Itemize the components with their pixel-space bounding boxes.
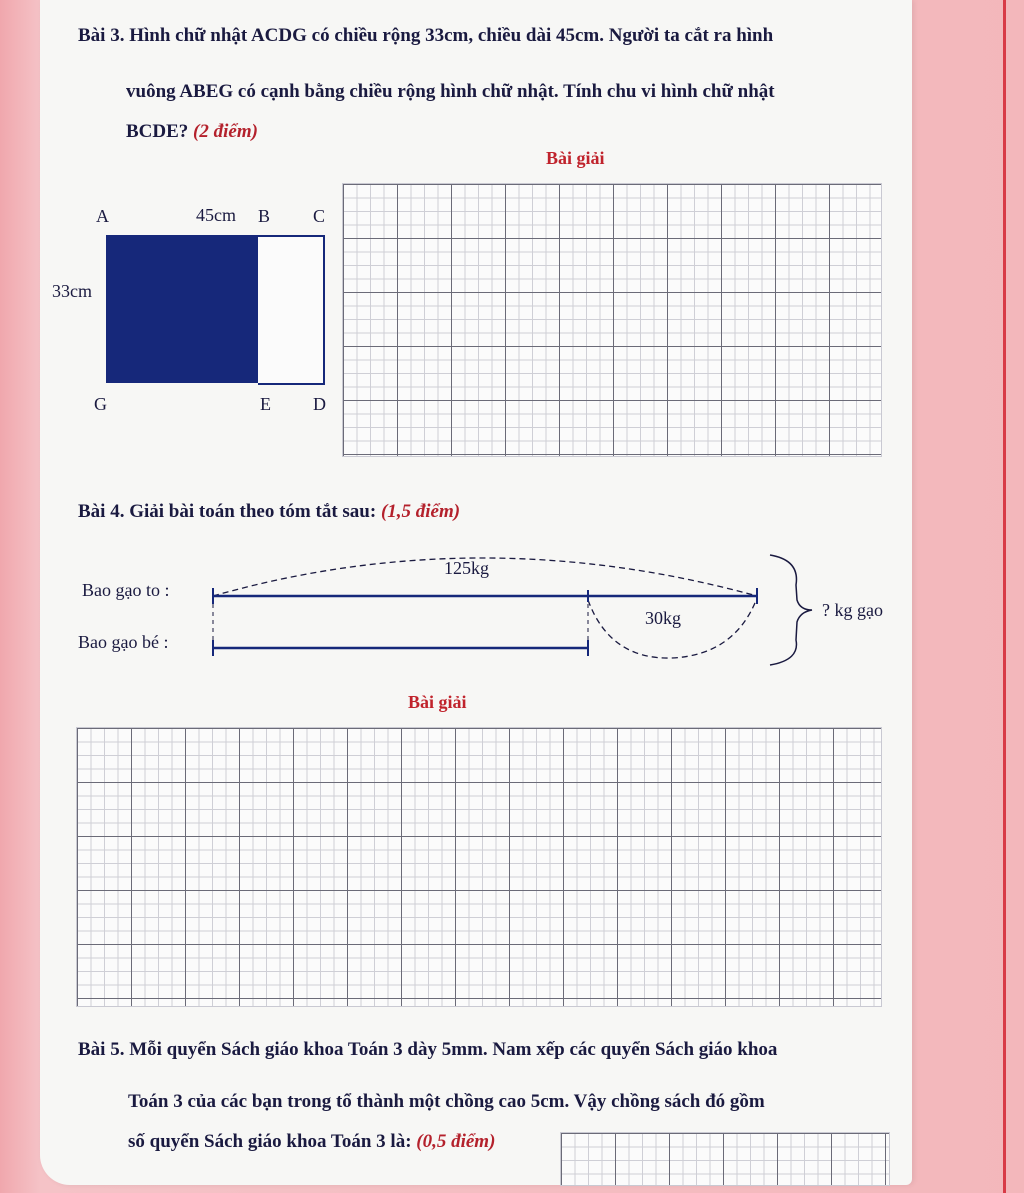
problem-5-line-1: Bài 5. Mỗi quyển Sách giáo khoa Toán 3 dày 5mm. Nam xếp các quyển Sách giáo khoa [78,1039,778,1060]
big-bag-label: Bao gạo to : [82,580,170,600]
problem-4-points: (1,5 điểm) [380,501,461,522]
small-bag-label: Bao gạo bé : [78,632,169,652]
problem-4-solution-heading: Bài giải [408,692,467,712]
problem-3-line-1: Bài 3. Hình chữ nhật ACDG có chiều rộng 33cm, chiều dài 45cm. Người ta cắt ra hình [78,25,774,46]
problem-4-title: Bài 4. Giải bài toán theo tóm tắt sau: [78,501,377,522]
difference-label: 30kg [645,608,681,628]
label-B: B [258,206,271,226]
label-C: C [313,206,326,226]
curly-brace [770,555,812,665]
solution-grid-problem-4[interactable] [76,727,882,1007]
problem-5-points: (0,5 điểm) [416,1131,496,1152]
answer-grid-problem-5[interactable] [560,1132,890,1186]
problem-5-line-2: Toán 3 của các bạn trong tổ thành một chồng cao 5cm. Vậy chồng sách đó gồm [128,1091,765,1112]
problem-5-line-3: số quyển Sách giáo khoa Toán 3 là: [128,1131,412,1152]
problem-3-solution-heading: Bài giải [546,148,605,168]
difference-dashed-arc [588,598,757,658]
problem-3-line-2: vuông ABEG có cạnh bằng chiều rộng hình chữ nhật. Tính chu vi hình chữ nhật [126,81,775,102]
label-D: D [313,394,326,414]
label-length: 45cm [196,205,236,225]
problem-3-line-3: BCDE? [126,121,189,142]
label-E: E [260,394,271,414]
total-dashed-arc [213,558,757,596]
problem-3-points: (2 điểm) [193,121,258,142]
question-label: ? kg gạo [822,600,883,620]
label-A: A [96,206,109,226]
total-label: 125kg [444,558,489,578]
label-width: 33cm [52,281,92,301]
label-G: G [94,394,107,414]
